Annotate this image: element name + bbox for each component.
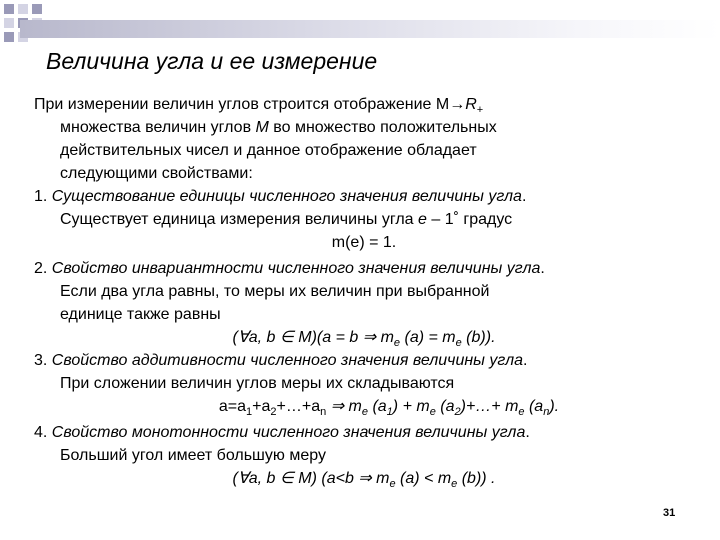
formula: m(е) = 1. [331, 234, 397, 251]
property-text: Существует единица измерения величины угла [60, 211, 419, 228]
intro-text: При измерении величин углов строится отображение M [34, 96, 450, 113]
subscript: 2 [270, 406, 277, 419]
formula-part: ). [549, 398, 560, 415]
subscript: 2 [454, 406, 461, 419]
property-title: Существование единицы численного значения величины угла [51, 188, 522, 205]
property-text [34, 208, 694, 231]
intro-text: множества величин углов [60, 119, 256, 136]
math-symbol: е [418, 211, 427, 228]
punctuation: . [540, 260, 545, 277]
property-heading [34, 349, 694, 372]
property-text: – 1˚ градус [426, 211, 513, 228]
formula [34, 395, 694, 418]
corner-square [32, 4, 42, 14]
intro-line: действительных чисел и данное отображение обладает [60, 142, 477, 159]
formula-part: ⇒ m [326, 398, 362, 415]
subscript: e [451, 478, 458, 491]
formula-part: ) + m [392, 398, 430, 415]
subscript: e [389, 478, 396, 491]
intro-text: во множество положительных [268, 119, 497, 136]
arrow-symbol: → [449, 96, 466, 113]
property-number: 1. [34, 188, 52, 205]
set-symbol: M [255, 119, 269, 136]
property-title: Свойство монотонности численного значения величины угла [51, 424, 526, 441]
slide-body [34, 93, 694, 490]
property-heading [34, 421, 694, 444]
property-text: Если два угла равны, то меры их величин при выбранной [60, 283, 490, 300]
subscript: 1 [386, 406, 393, 419]
punctuation: . [525, 424, 530, 441]
set-symbol: R [465, 96, 477, 113]
property-text: При сложении величин углов меры их складываются [60, 375, 455, 392]
formula-part: (b)) . [457, 470, 496, 487]
formula-part: (a) = m [400, 329, 456, 346]
property-text: единице также равны [60, 306, 221, 323]
subscript: e [361, 406, 368, 419]
formula-part: (∀a, b ∈ M) (a<b ⇒ m [232, 470, 390, 487]
subscript: e [455, 337, 462, 350]
property-number: 2. [34, 260, 52, 277]
subscript: 1 [246, 406, 253, 419]
property-number: 3. [34, 352, 52, 369]
formula-part: (a [524, 398, 544, 415]
formula-part: (a [435, 398, 455, 415]
intro-line [34, 93, 694, 116]
page-number: 31 [663, 507, 676, 519]
subscript: e [518, 406, 525, 419]
property-text: Больший угол имеет большую меру [60, 447, 326, 464]
property-number: 4. [34, 424, 52, 441]
corner-square [4, 18, 14, 28]
subscript: n [320, 406, 327, 419]
subscript: + [476, 104, 484, 117]
intro-line [34, 116, 694, 139]
formula-part: a=a [218, 398, 247, 415]
corner-square [18, 4, 28, 14]
property-heading [34, 257, 694, 280]
formula-part: (a) < m [395, 470, 452, 487]
property-heading [34, 185, 694, 208]
formula-part: +…+a [276, 398, 321, 415]
property-title: Свойство аддитивности численного значения величины угла [51, 352, 523, 369]
formula [34, 326, 694, 349]
subscript: e [393, 337, 401, 350]
slide-title: Величина угла и ее измерение [46, 48, 378, 74]
intro-line: следующими свойствами: [60, 165, 253, 182]
title-gradient-bar [20, 20, 720, 38]
formula-part: (a [368, 398, 387, 415]
subscript: n [543, 406, 550, 419]
formula-part: (∀a, b ∈ M)(a = b ⇒ m [232, 329, 394, 346]
formula [34, 467, 694, 490]
punctuation: . [521, 188, 527, 205]
corner-square [4, 32, 14, 42]
property-title: Свойство инвариантности численного значения величины угла [51, 260, 541, 277]
subscript: e [429, 406, 436, 419]
formula-part: )+…+ m [460, 398, 519, 415]
punctuation: . [523, 352, 528, 369]
corner-square [4, 4, 14, 14]
formula-part: (b)). [461, 329, 496, 346]
formula-part: +a [252, 398, 271, 415]
